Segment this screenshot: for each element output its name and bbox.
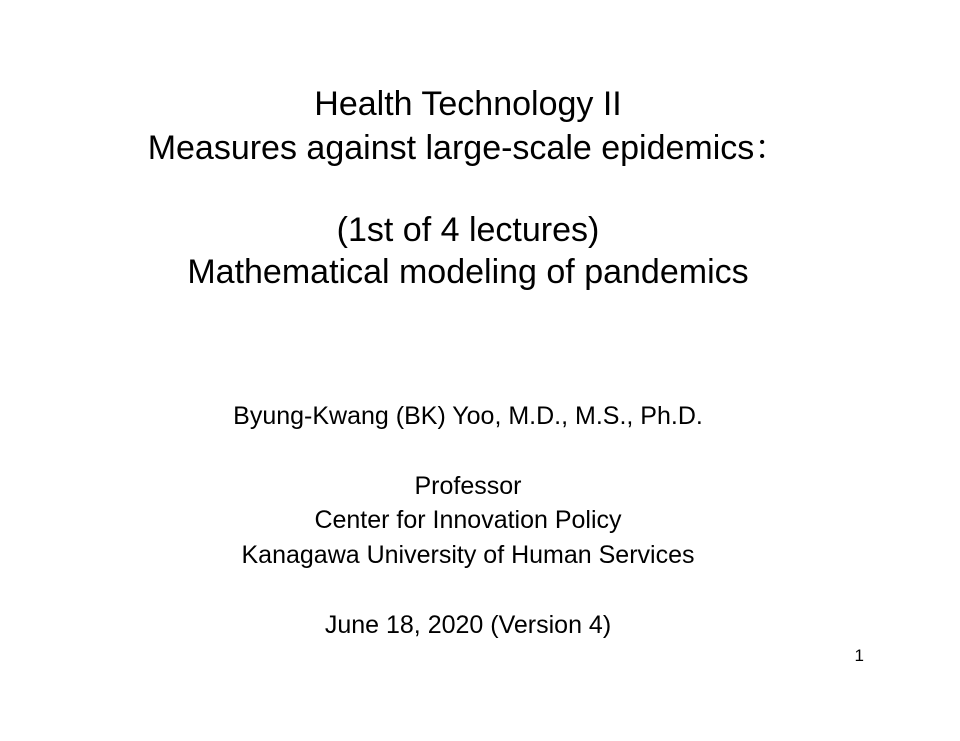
title-line-1: Health Technology II [314,85,622,123]
lecture-number: (1st of 4 lectures) [336,211,600,249]
page-number: 1 [854,646,864,665]
title-line-2: Measures against large-scale epidemics： [147,129,789,167]
author-department: Center for Innovation Policy [314,506,622,534]
presentation-date: June 18, 2020 (Version 4) [324,611,612,639]
author-institution: Kanagawa University of Human Services [241,541,695,569]
lecture-subtitle: Mathematical modeling of pandemics [187,253,749,291]
author-position: Professor [414,472,522,500]
author-name: Byung-Kwang (BK) Yoo, M.D., M.S., Ph.D. [233,402,703,430]
